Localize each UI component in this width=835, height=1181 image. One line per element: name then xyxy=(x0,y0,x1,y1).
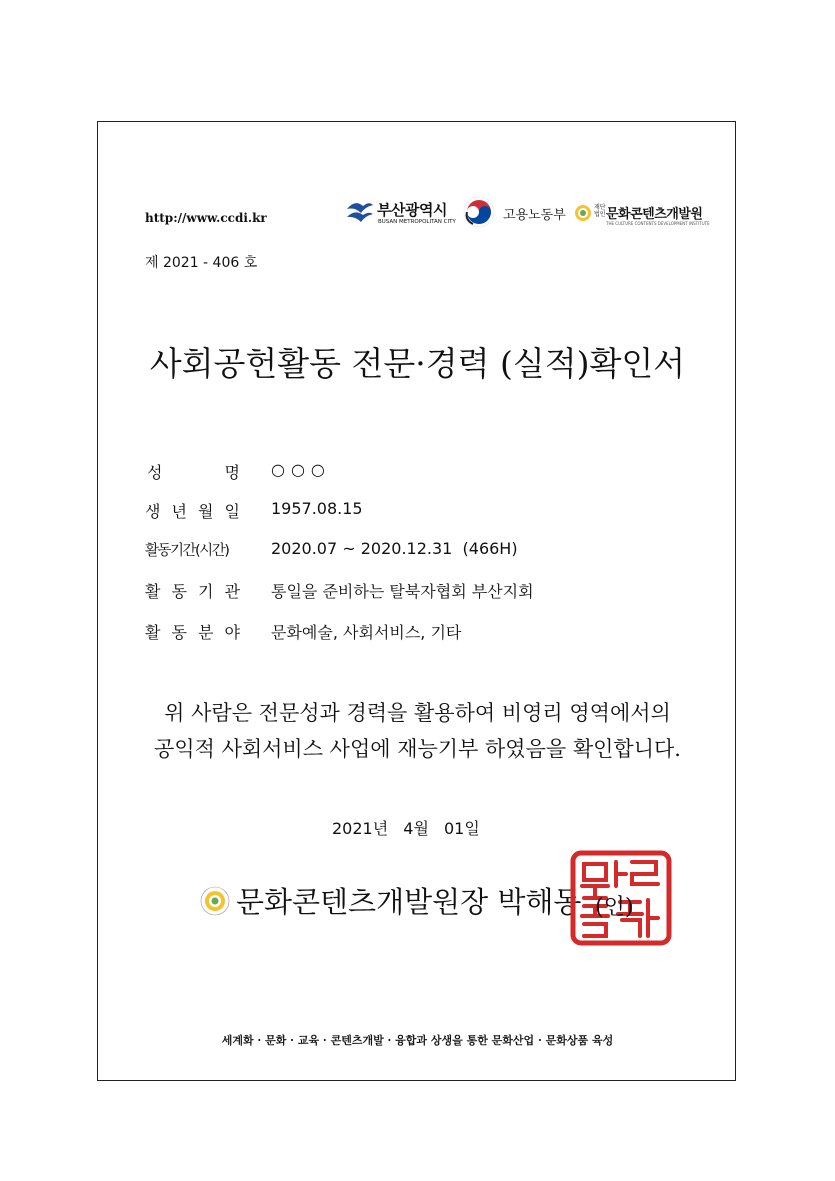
document-number: 제 2021 - 406 호 xyxy=(145,255,258,271)
field-label: 활동기간(시간) xyxy=(145,543,229,559)
footer-slogan: 세계화 · 문화 · 교육 · 콘텐츠개발 · 융합과 상생을 통한 문화산업 · 문화상품 육성 xyxy=(221,1034,614,1047)
field-label: 활 동 분 야 xyxy=(145,623,240,642)
signer-name: 문화콘텐츠개발원장 박해동 xyxy=(236,885,582,919)
busan-wave-icon xyxy=(345,197,375,227)
ministry-of-labor-name: 고용노동부 xyxy=(503,208,566,223)
field-value: 문화예술, 사회서비스, 기타 xyxy=(271,623,462,642)
busan-name: 부산광역시 xyxy=(377,201,447,219)
kocca-foundation-label: 재단법인 xyxy=(594,204,606,218)
logo-strip xyxy=(345,195,725,231)
confirmation-text-line-2: 공익적 사회서비스 사업에 재능기부 하였음을 확인합니다. xyxy=(154,737,681,761)
field-label: 성 명 xyxy=(147,463,240,482)
field-value: 통일을 준비하는 탈북자협회 부산지회 xyxy=(271,582,534,601)
kocca-logo xyxy=(574,198,724,228)
document-title: 사회공헌활동 전문·경력 (실적)확인서 xyxy=(149,344,686,383)
kocca-english-name: THE CULTURE CONTENTS DEVELOPMENT INSTITUTE xyxy=(606,221,710,226)
field-value: ○○○ xyxy=(271,460,331,479)
field-value: 1957.08.15 xyxy=(271,499,363,518)
field-value: 2020.07 ~ 2020.12.31 (466H) xyxy=(271,539,518,558)
website-url: http://www.ccdi.kr xyxy=(145,211,267,225)
confirmation-text-line-1: 위 사람은 전문성과 경력을 활용하여 비영리 영역에서의 xyxy=(164,701,671,725)
field-label: 활 동 기 관 xyxy=(145,582,240,601)
busan-subtitle: BUSAN METROPOLITAN CITY xyxy=(378,219,456,225)
seal-mark: (인) xyxy=(595,895,634,920)
kocca-emblem-icon xyxy=(200,886,230,916)
government-taeguk-icon xyxy=(463,196,495,228)
busan-logo xyxy=(345,197,457,227)
field-label: 생 년 월 일 xyxy=(145,502,240,521)
issue-date: 2021년 4월 01일 xyxy=(332,819,480,838)
kocca-name: 문화콘텐츠개발원 xyxy=(606,207,703,222)
kocca-emblem-icon xyxy=(574,204,592,222)
